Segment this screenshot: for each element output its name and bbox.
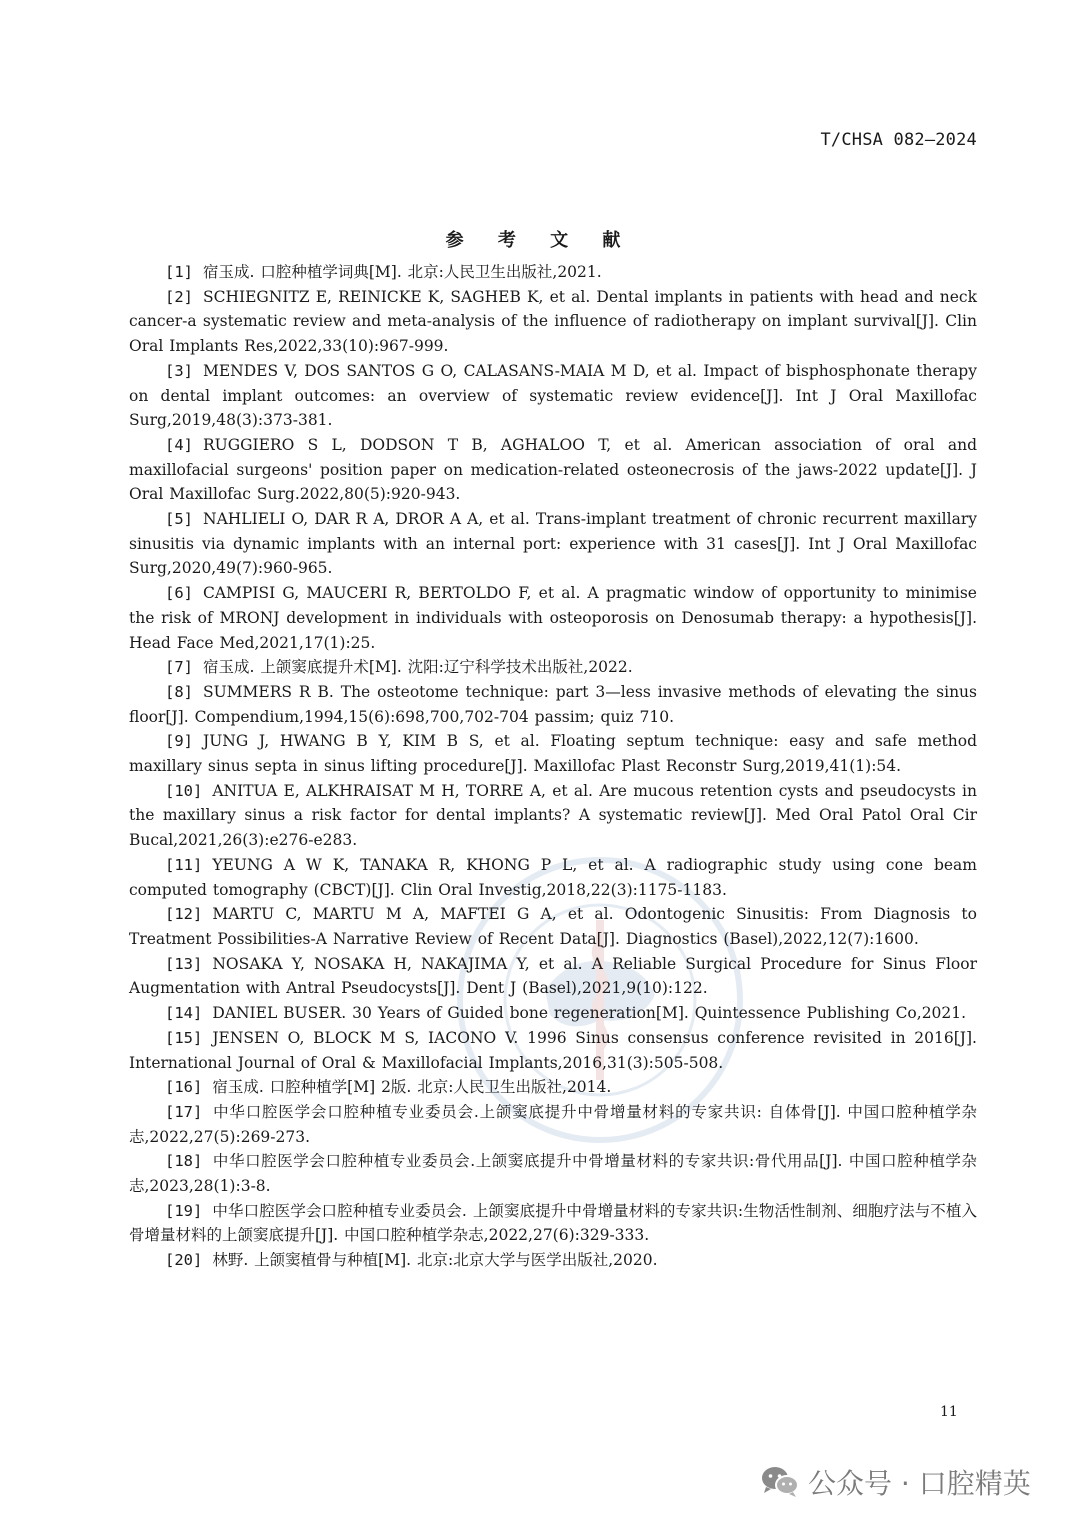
reference-text: SUMMERS R B. The osteotome technique: part 3—less invasive methods of elevating the sinus floor[J]. Compendium,1994,15(6):698,700,702-704 passim; quiz 710. bbox=[129, 682, 977, 726]
reference-text: 中华口腔医学会口腔种植专业委员会.上颌窦底提升中骨增量材料的专家共识:骨代用品[J]. 中国口腔种植学杂志,2023,28(1):3-8. bbox=[129, 1152, 977, 1196]
reference-number: [3] bbox=[165, 361, 193, 380]
reference-number: [17] bbox=[165, 1102, 203, 1121]
reference-number: [11] bbox=[165, 855, 203, 874]
reference-number: [12] bbox=[165, 905, 203, 924]
reference-text: CAMPISI G, MAUCERI R, BERTOLDO F, et al. A pragmatic window of opportunity to minimise the risk of MRONJ development in individuals with osteoporosis on Denosumab therapy: a hypothesis[J]. Head Face Med,2021,17(1):25. bbox=[129, 584, 977, 652]
reference-item bbox=[129, 1149, 977, 1198]
reference-number: [1] bbox=[165, 263, 193, 281]
reference-number: [19] bbox=[165, 1201, 203, 1220]
reference-number: [14] bbox=[165, 1004, 203, 1023]
reference-number: [20] bbox=[165, 1251, 203, 1270]
reference-item bbox=[129, 1199, 977, 1248]
wechat-account-badge bbox=[760, 1462, 1031, 1502]
reference-item bbox=[129, 853, 977, 902]
reference-number: [2] bbox=[165, 287, 193, 306]
reference-number: [16] bbox=[165, 1078, 203, 1097]
reference-text: NOSAKA Y, NOSAKA H, NAKAJIMA Y, et al. A Reliable Surgical Procedure for Sinus Floor Augmentation with Antral Pseudocysts[J]. Dent J (Basel),2021,9(10):122. bbox=[129, 954, 977, 998]
section-title: 参 考 文 献 bbox=[445, 230, 635, 251]
reference-text: 中华口腔医学会口腔种植专业委员会.上颌窦底提升中骨增量材料的专家共识: 自体骨[J]. 中国口腔种植学杂志,2022,27(5):269-273. bbox=[129, 1102, 977, 1146]
reference-text: MARTU C, MARTU M A, MAFTEI G A, et al. Odontogenic Sinusitis: From Diagnosis to Treatment Possibilities-A Narrative Review of Recent Data[J]. Diagnostics (Basel),2022,12(7):1600. bbox=[129, 905, 977, 948]
reference-text: NAHLIELI O, DAR R A, DROR A A, et al. Trans-implant treatment of chronic recurrent maxillary sinusitis via dynamic implants with an internal port: experience with 31 cases[J]. Int J Oral Maxillofac Surg,2020,49(7):960-965. bbox=[129, 510, 977, 578]
reference-number: [15] bbox=[165, 1028, 203, 1047]
reference-text: 宿玉成. 口腔种植学[M] 2版. 北京:人民卫生出版社,2014. bbox=[212, 1078, 612, 1097]
reference-number: [4] bbox=[165, 435, 193, 454]
doc-code: T/CHSA 082—2024 bbox=[820, 130, 977, 150]
reference-text: JUNG J, HWANG B Y, KIM B S, et al. Floating septum technique: easy and safe method maxillary sinus septa in sinus lifting procedure[J]. Maxillofac Plast Reconstr Surg,2019,41(1):54. bbox=[129, 732, 977, 776]
reference-item bbox=[129, 779, 977, 853]
reference-item bbox=[129, 1026, 977, 1075]
reference-item bbox=[129, 285, 977, 359]
reference-item bbox=[129, 359, 977, 433]
reference-item bbox=[129, 1248, 977, 1273]
reference-number: [5] bbox=[165, 510, 193, 529]
reference-text: JENSEN O, BLOCK M S, IACONO V. 1996 Sinus consensus conference revisited in 2016[J]. International Journal of Oral & Maxillofacial Implants,2016,31(3):505-508. bbox=[129, 1028, 977, 1072]
reference-number: [8] bbox=[165, 682, 193, 701]
reference-item bbox=[129, 581, 977, 655]
reference-number: [18] bbox=[165, 1152, 203, 1171]
reference-text: DANIEL BUSER. 30 Years of Guided bone regeneration[M]. Quintessence Publishing Co,2021. bbox=[212, 1004, 967, 1023]
reference-item bbox=[129, 952, 977, 1001]
reference-text: 宿玉成. 口腔种植学词典[M]. 北京:人民卫生出版社,2021. bbox=[203, 263, 602, 281]
reference-text: RUGGIERO S L, DODSON T B, AGHALOO T, et al. American association of oral and maxillofacial surgeons' position paper on medication-related osteonecrosis of the jaws-2022 update[J]. J Oral Maxillofac Surg.2022,80(5):920-943. bbox=[129, 435, 977, 504]
wechat-account-label: 公众号 · 口腔精英 bbox=[808, 1467, 1031, 1500]
reference-number: [6] bbox=[165, 584, 193, 603]
reference-text: SCHIEGNITZ E, REINICKE K, SAGHEB K, et al. Dental implants in patients with head and neck cancer-a systematic review and meta-analysis of the influence of radiotherapy on implant survival[J]. Clin Oral Implants Res,2022,33(10):967-999. bbox=[129, 287, 977, 356]
reference-text: 林野. 上颌窦植骨与种植[M]. 北京:北京大学与医学出版社,2020. bbox=[212, 1251, 658, 1270]
reference-text: 宿玉成. 上颌窦底提升术[M]. 沈阳:辽宁科学技术出版社,2022. bbox=[203, 658, 633, 677]
reference-item bbox=[129, 902, 977, 951]
reference-number: [13] bbox=[165, 954, 203, 973]
reference-item bbox=[129, 1001, 977, 1026]
reference-text: MENDES V, DOS SANTOS G O, CALASANS-MAIA M D, et al. Impact of bisphosphonate therapy on dental implant outcomes: an overview of systematic review evidence[J]. Int J Oral Maxillofac Surg,2019,48(3):373-381. bbox=[129, 361, 977, 430]
reference-item bbox=[129, 1075, 977, 1100]
reference-list bbox=[129, 260, 977, 1273]
reference-number: [9] bbox=[165, 732, 193, 751]
reference-text: ANITUA E, ALKHRAISAT M H, TORRE A, et al. Are mucous retention cysts and pseudocysts in the maxillary sinus a risk factor for dental implants? A systematic review[J]. Med Oral Patol Oral Cir Bucal,2021,26(3):e276-e283. bbox=[129, 781, 977, 850]
reference-item bbox=[129, 433, 977, 507]
reference-text: YEUNG A W K, TANAKA R, KHONG P L, et al. A radiographic study using cone beam computed tomography (CBCT)[J]. Clin Oral Investig,2018,22(3):1175-1183. bbox=[129, 855, 977, 899]
reference-number: [10] bbox=[165, 781, 203, 800]
reference-item bbox=[129, 655, 977, 680]
wechat-icon bbox=[760, 1465, 800, 1499]
page-number: 11 bbox=[940, 1404, 958, 1420]
reference-item bbox=[129, 729, 977, 778]
reference-item bbox=[129, 1100, 977, 1149]
reference-number: [7] bbox=[165, 658, 193, 677]
reference-item bbox=[129, 507, 977, 581]
reference-item bbox=[129, 260, 977, 285]
reference-item bbox=[129, 680, 977, 729]
reference-text: 中华口腔医学会口腔种植专业委员会. 上颌窦底提升中骨增量材料的专家共识:生物活性制剂、细胞疗法与不植入骨增量材料的上颌窦底提升[J]. 中国口腔种植学杂志,2022,27(6):329-333. bbox=[129, 1201, 977, 1245]
